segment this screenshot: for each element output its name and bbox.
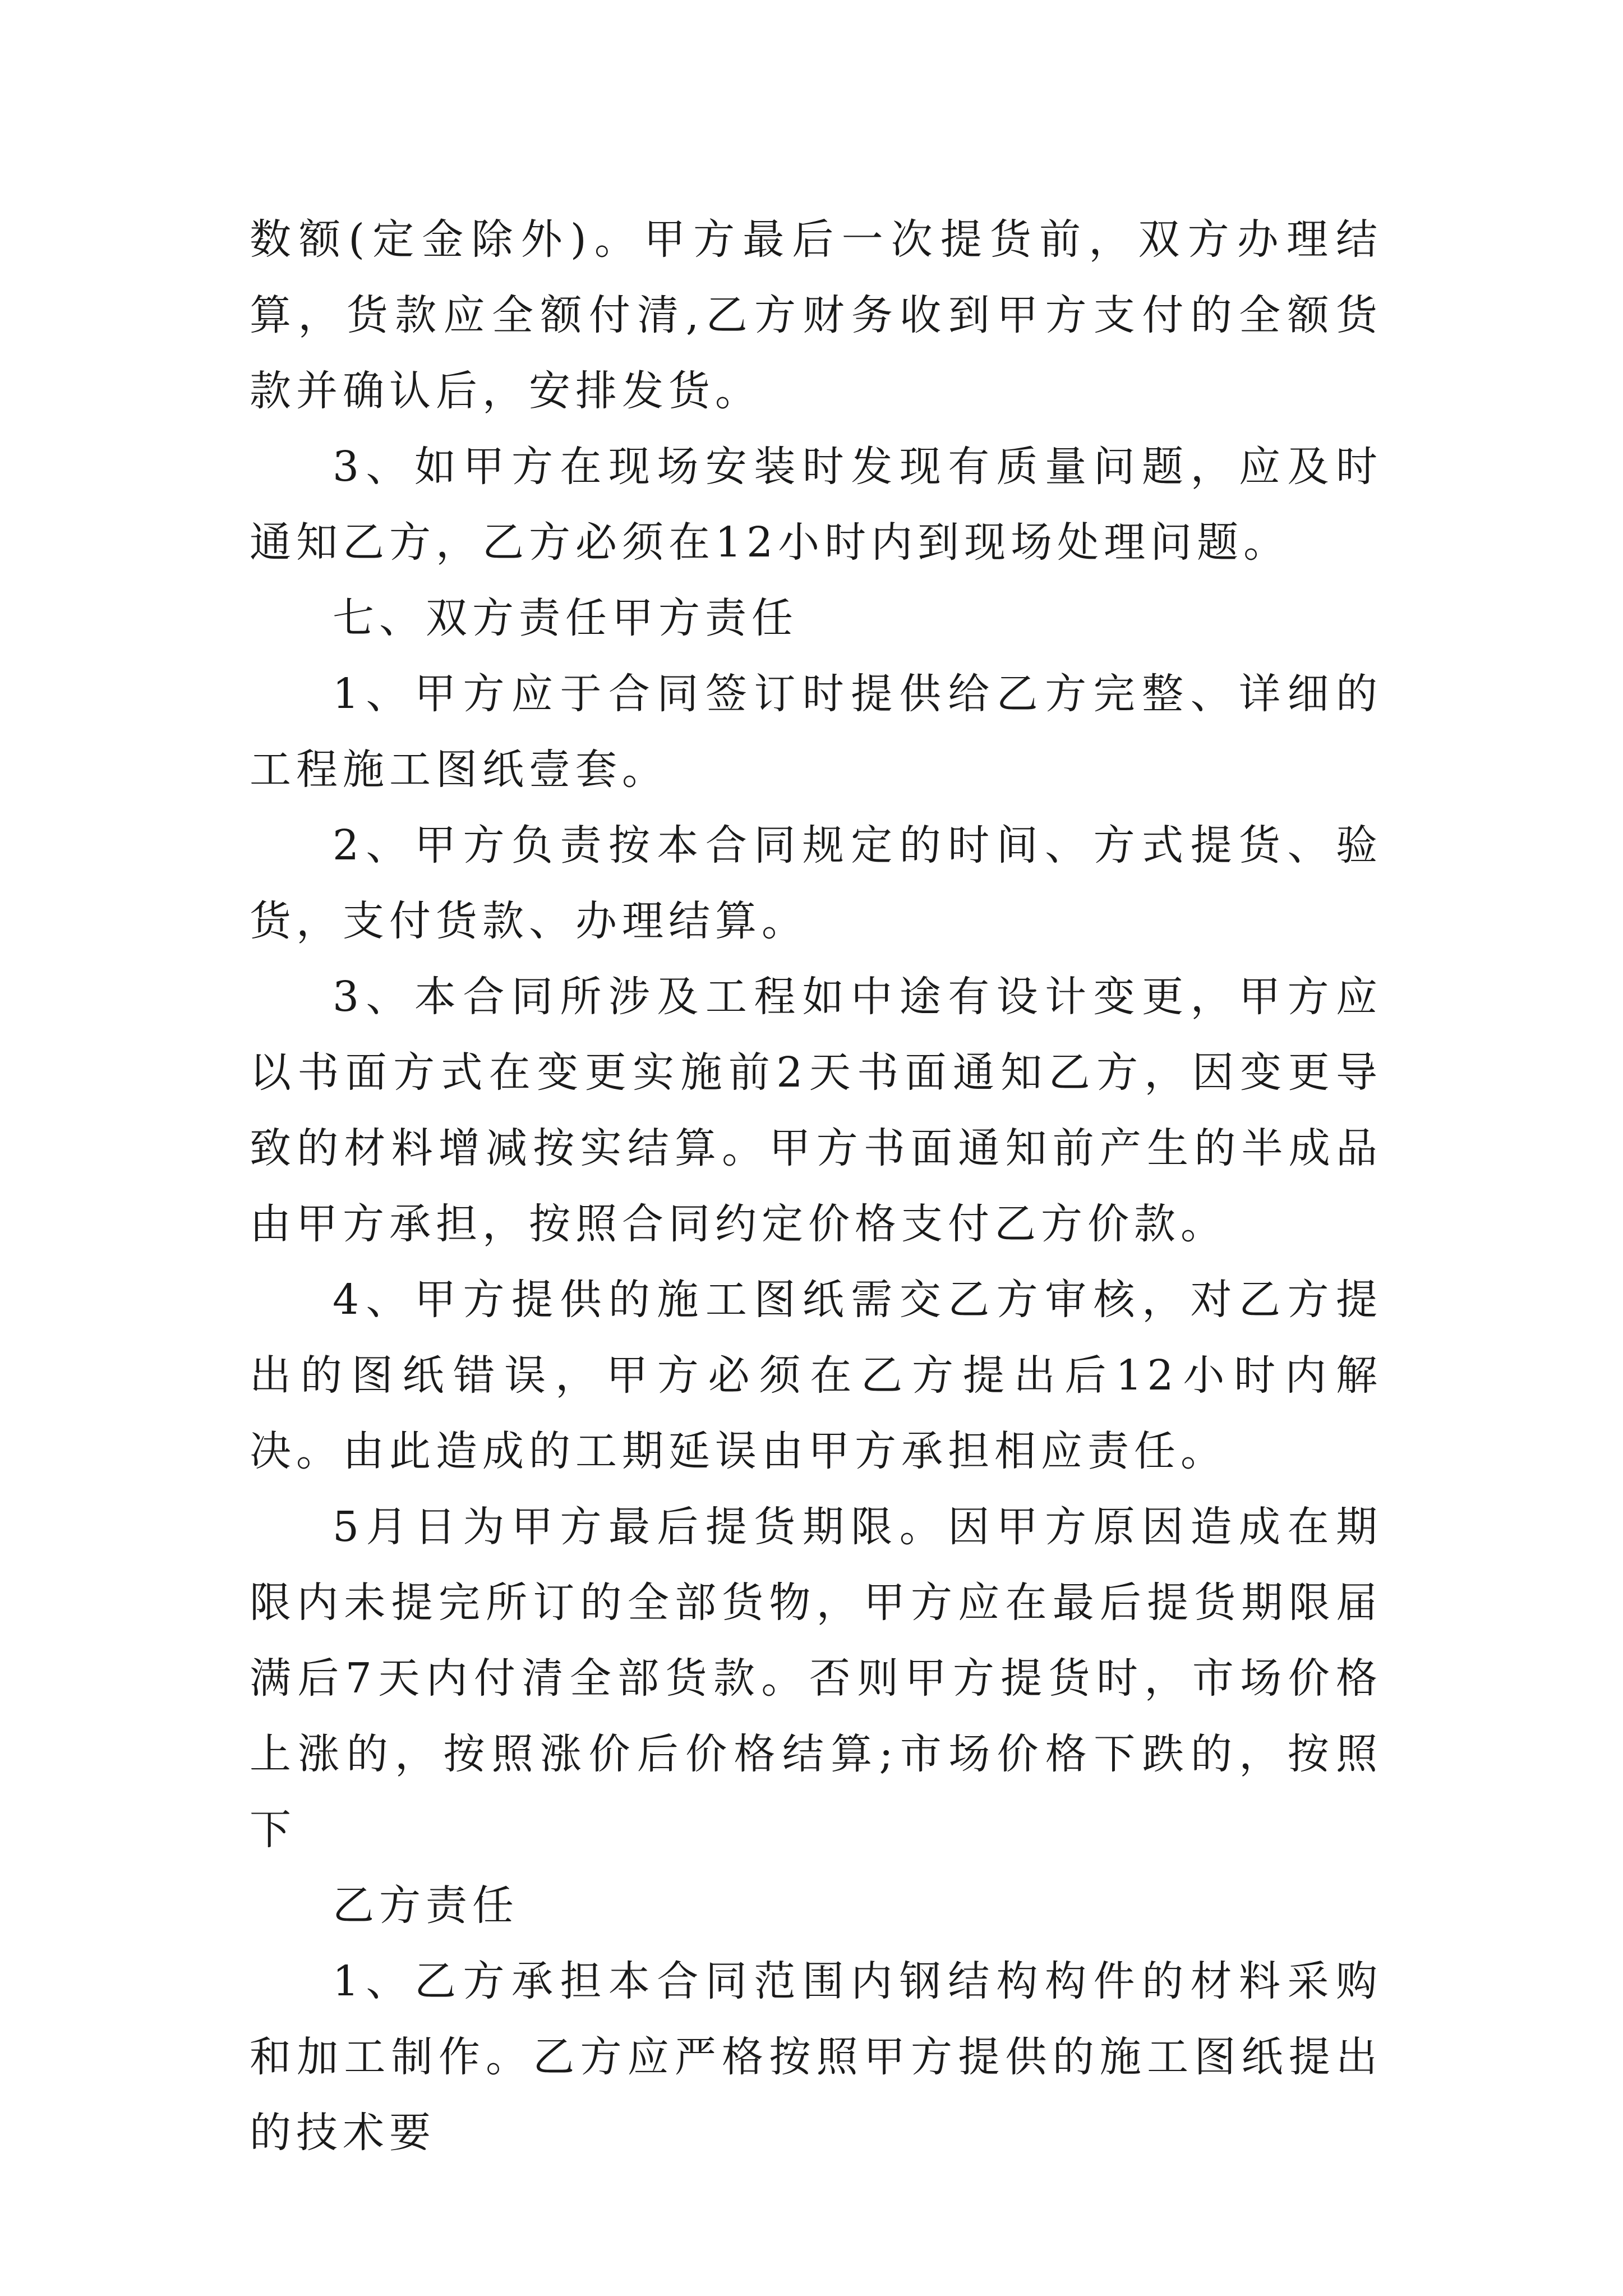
document-body — [250, 202, 1382, 2171]
paragraph-quality-issue: 3、如甲方在现场安装时发现有质量问题，应及时通知乙方，乙方必须在12小时内到现场处理问题。 — [250, 443, 1382, 567]
paragraph-party-a-item-3: 3、本合同所涉及工程如中途有设计变更，甲方应以书面方式在变更实施前2天书面通知乙方，因变更导致的材料增减按实结算。甲方书面通知前产生的半成品由甲方承担，按照合同约定价格支付乙方价款。 — [250, 973, 1382, 1248]
paragraph-party-b-item-1: 1、乙方承担本合同范围内钢结构构件的材料采购和加工制作。乙方应严格按照甲方提供的施工图纸提出的技术要 — [250, 1957, 1382, 2157]
paragraph-party-a-item-1: 1、甲方应于合同签订时提供给乙方完整、详细的工程施工图纸壹套。 — [250, 670, 1382, 794]
paragraph-party-a-item-4: 4、甲方提供的施工图纸需交乙方审核，对乙方提出的图纸错误，甲方必须在乙方提出后12小时内解决。由此造成的工期延误由甲方承担相应责任。 — [250, 1276, 1382, 1475]
section-heading-responsibilities: 七、双方责任甲方责任 — [333, 594, 798, 642]
paragraph-settlement-continuation: 数额(定金除外)。甲方最后一次提货前，双方办理结算，货款应全额付清,乙方财务收到甲方支付的全额货款并确认后，安排发货。 — [250, 215, 1382, 415]
paragraph-party-a-item-2: 2、甲方负责按本合同规定的时间、方式提货、验货，支付货款、办理结算。 — [250, 821, 1382, 945]
section-heading-party-b: 乙方责任 — [333, 1881, 519, 1930]
paragraph-delivery-deadline: 5月日为甲方最后提货期限。因甲方原因造成在期限内未提完所订的全部货物，甲方应在最后提货期限届满后7天内付清全部货款。否则甲方提货时，市场价格上涨的，按照涨价后价格结算;市场价格下跌的，按照下 — [250, 1503, 1382, 1854]
